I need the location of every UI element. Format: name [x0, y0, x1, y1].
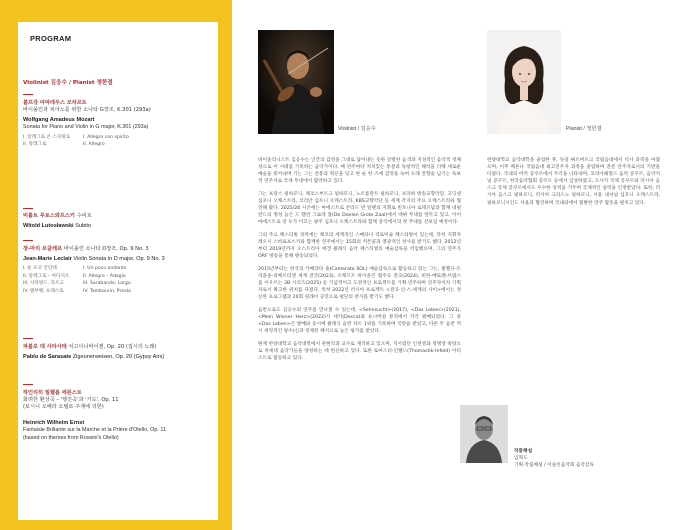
bio-paragraph: 음반으로도 김응수의 연주를 만나볼 수 있는데, <Sehnsucht>(2017), <Das Leben>(2021), <Mein Wiener Herz>(2022)가 데카(Decca)와 유니버설 뮤직에서 각각 발매되었다. 그 중 <Das Leben>은 발매와 동시에 클래식 음반 차트 1위를 기록하며 국란을 받았고, 다른 두 음반 역시 세정적인 창수(신과 정제된 해석으로 높은 평가를 받았다.	[258, 307, 461, 334]
writer-title: 기획·작품해설 / 이솔린음악회 음악감독	[514, 463, 594, 468]
piece-en-work: Sonata for Piano and Violin in G major, K.301 (293a)	[23, 124, 149, 130]
movement: I. Un poco andante	[83, 266, 127, 271]
piece-ko-work: 화려한 환상곡 – '행진곡'과 '기도', Op. 11	[23, 397, 119, 403]
movement: I. 운 포코 안단테	[23, 266, 57, 271]
divider	[23, 94, 33, 95]
piece-en-composer: Jean-Marie Leclair	[23, 256, 72, 262]
writer-name: 임혁도	[514, 456, 528, 461]
program-title: PROGRAM	[30, 34, 72, 43]
movement: I. 알레그로 콘 스피릿토	[23, 134, 71, 140]
violinist-photo	[258, 30, 334, 134]
writer-caption	[514, 448, 594, 469]
piece-en-work: Subito	[75, 223, 92, 229]
piece-ko-composer: 볼프강 아마데우스 모차르트	[23, 100, 87, 106]
violinist-caption: Violinist / 김응수	[338, 126, 376, 132]
piece-en-composer: Witold Lutosławski	[23, 223, 74, 229]
divider	[23, 240, 33, 241]
piece-en-work: Zigeunerweisen, Op. 20 (Gypsy Airs)	[72, 354, 165, 360]
piece-ko-composer: 파블로 데 사라사테	[23, 344, 67, 350]
bio-paragraph: 그의 주요 페스티벌 경력에는 체코의 세계적인 스메타나 리토미슬 페스티벌이 있는데, 특히 지휘자 레오시 스바로프스키와 함께한 연주에서는 15회의 커튼콜과 열광적인 찬사를 받기도 했다. 2012년부터 2019년까지 오스트리아 에겐 클래식 음악 페스티벌의 예술감독을 역임했으며, 그의 연주가 ORF 방송을 통해 방송되었다.	[258, 232, 461, 260]
piece-ko-work: 바이올린 소나타 D장조, Op. 9 No. 3	[63, 246, 149, 252]
piece-ko-work-note: (로시니 오페라 오텔로 주제에 의한)	[23, 404, 104, 410]
piece-en-work: Violin Sonata in D major, Op. 9 No. 3	[73, 256, 165, 262]
piece-lutoslawski	[23, 213, 193, 230]
divider	[23, 384, 33, 385]
piece-leclair	[23, 246, 193, 295]
violinist-bio	[258, 157, 461, 367]
piece-en-work-note: (based on themes from Rossini's Otello)	[23, 434, 119, 441]
movement: IV. Tambourin, Presto	[83, 288, 132, 294]
movement: II. 알레그로 – 아다지오	[23, 273, 70, 279]
piece-sarasate	[23, 344, 193, 361]
writer-photo	[460, 405, 508, 463]
piece-ko-work: 바이올린과 피아노를 위한 소나타 G장조, K.301 (293a)	[23, 107, 151, 113]
performers-line: Violinist 김응수 / Pianist 정한결	[23, 80, 113, 86]
bio-paragraph: 현재 한양대학교 음악대학에서 관현악과 교수로 재직하고 있으며, 지시였던 인천영과 정명영 바탕으로 차세대 음악가들을 양성하는 데 헌신하고 있다. 또한 토마스터-인펠드(Thomastik-Infeld) 아티스트로 활동하고 있다.	[258, 341, 461, 361]
piece-en-composer: Pablo de Sarasate	[23, 354, 72, 360]
piece-ko-work: 수비토	[76, 213, 92, 219]
movement: III. 사라방드, 라르고	[23, 281, 64, 286]
bio-paragraph: 한양대학교 음악대학을 졸업한 후, 독일 뷔르버르크 국립음대에서 석사 과정을 마쳤으며, 이후 베른나 국립음대 최고연주자 과정을 졸업하며 전문 연주자로서의 기반을 다졌다. 국내의 여러 콩쿠르에서 두각을 나타내며, 코리아헤럴드 음악 콩쿠르, 음악저널 콩쿠르, 한국음악협회 콩쿠르 등에서 입상하였고, 오사카 국제 콩쿠르와 러시아 음스크 국제 콩쿠르에서도 우수한 성적을 거두며 국제적인 실력을 인정받았다. 또한, 러시아 음스크 필하모닉, 러시아 크라스노 필하모닉, 서울 내셔널 심포니 오케스트라, 필하모닉시인드 서울과 협연하며 국내외에서 활발한 연주 활동을 펼치고 있다.	[487, 158, 660, 206]
pianist-bio	[487, 157, 660, 212]
movement: I. Allegro con spirito	[83, 134, 129, 140]
piece-en-work: Fantaisie Brillante sur la Marche et la Prière d'Otello, Op. 11	[23, 427, 166, 433]
piece-ko-composer: 장-마리 르클레르	[23, 246, 63, 252]
movement: III. Sarabande, Largo	[83, 281, 131, 286]
piece-mozart	[23, 100, 193, 149]
divider	[23, 208, 33, 209]
piece-en-composer: Wolfgang Amadeus Mozart	[23, 117, 95, 123]
divider	[23, 338, 33, 339]
bio-paragraph: 2015년부터는 한국의 카메라타 솔(Camerata SOL) 예술감독으로 활동하고 있는 그는, 빌헬디-트리플솔-리베르티앤 세계 전국(2023), 오케르트 바이올린 협주곡 전곡(2024), 비한-베토벤-브람스를 이우르는 3B 시리즈(2025) 등 기념적이고 도전적인 프로젝트를 기획·연주하며 연주자이자 기획자로서 확고한 위치를 다졌다. 특히 2022년 러시아 프로젝트 <전곡·신·스·세계의 사이>에서는 정신한 프로그램과 20회 원래이 공연으로 평단의 찬사를 받기도 했다.	[258, 266, 461, 301]
writer-role: 작품해설	[514, 449, 533, 454]
pianist-photo	[487, 30, 561, 134]
movement: II. Allegro – Adagio	[83, 273, 126, 279]
bio-paragraph: 바이올리니스트 김응수는 인간의 감정을 그대로 담아내는 듯한 강렬한 음색과 지성적인 음악적 정체성으로 이 시대를 기록하는 음악가이다. 매 연주마다 치치있는 통찰과 독창적인 해석을 더해 세로운 예술을 빚어내며 기는 그는 전통과 혁신을 잇고 한 순 한 즈에 감정을 녹여 오래 잔향을 남기는 독보적 연주자로 국제 무대에서 활약하고 있다.	[258, 158, 461, 185]
piece-ko-composer: 비톨트 루토스와프스키	[23, 213, 75, 219]
piece-en-composer: Heinrich Wilhelm Ernst	[23, 420, 85, 426]
piece-ernst	[23, 390, 193, 442]
movement: IV. 탬부랭, 프레스토	[23, 288, 64, 294]
bio-paragraph: 그는 프랑스 필하모닉, 체코스부르크 필하모닉, 노르틀란트 필하모닉, 프라하 방송교향악단, 고딕센 심포니 오케스트라, 코리안 심포니 오케스트라, KBS교향악단 등 세계 각지의 주요 오케스트라와 협연해 왔다. 2025/26 시즌에는 마에스트로 콘라드 반 알펜의 지휘로 빈포니아 로테르담과 함께 네덜란드의 명성 높은 드 휀런 그로테 잘(De Doelen Grote Zaal)에서 데뷔 무대를 앞두고 있고, 이어 마에스트로 장 우가 이끄는 광주 심포니 오케스트라와 함께 중국에서의 첫 무대를 선보일 예정이다.	[258, 191, 461, 226]
piece-ko-composer: 하인리히 빌헬름 에른스트	[23, 390, 82, 396]
pianist-caption: Pianist / 정한결	[566, 126, 602, 132]
piece-ko-work: 치고이너바이젠, Op. 20 (집시의 노래)	[68, 344, 157, 350]
movement: II. 알레그로	[23, 142, 47, 147]
movement: II. Allegro	[83, 142, 105, 147]
